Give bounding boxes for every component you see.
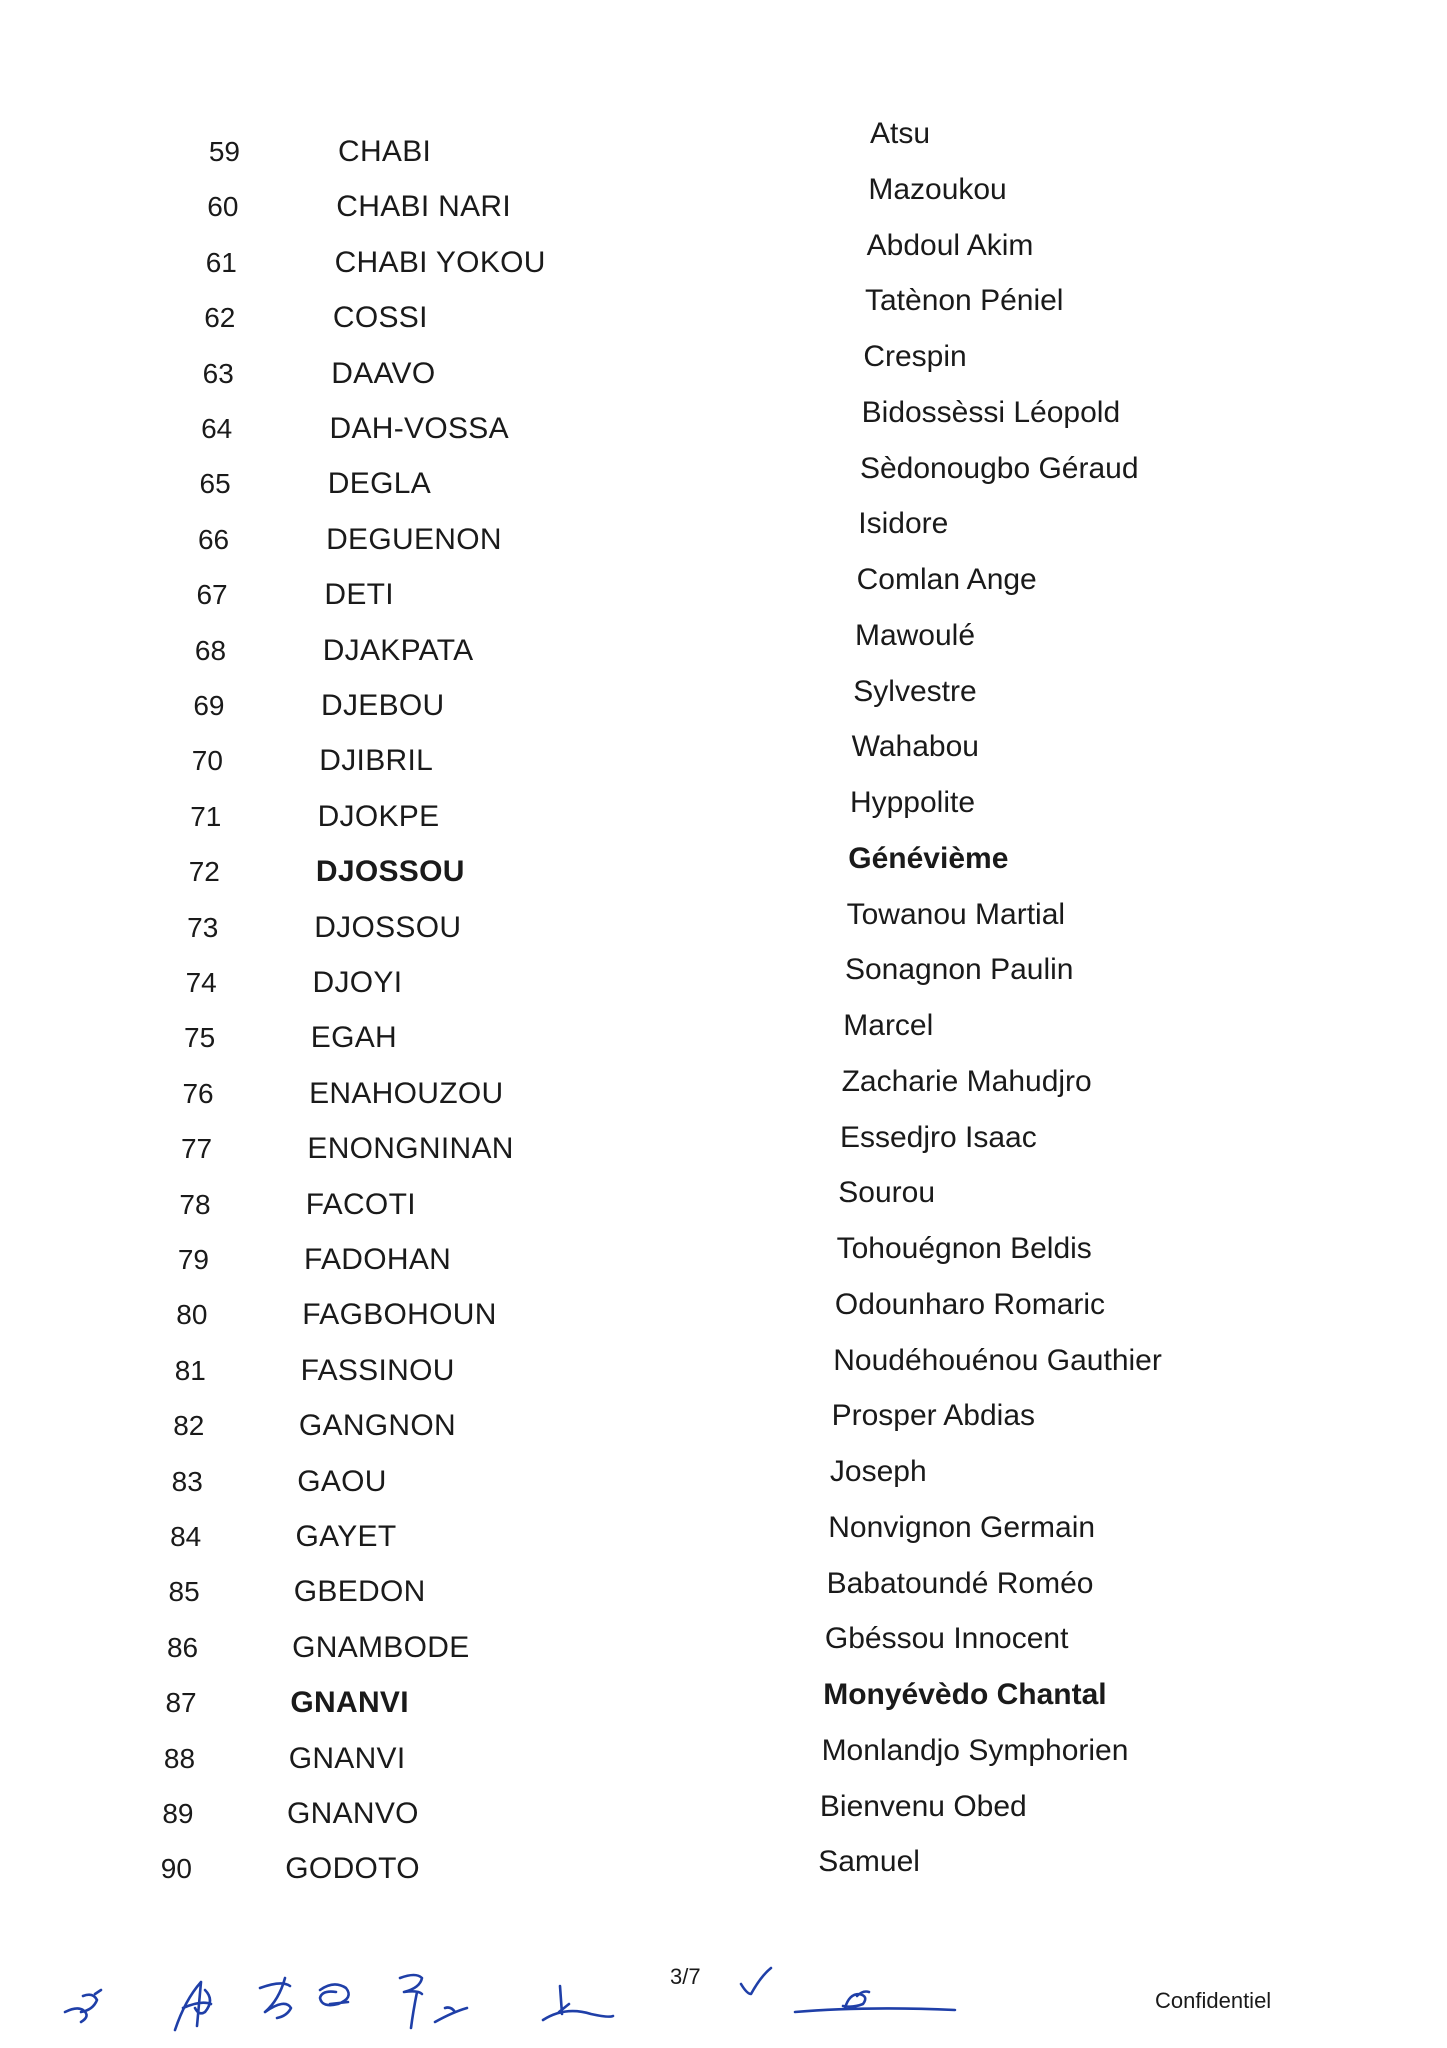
given-names-cell: Mazoukou	[868, 172, 1007, 206]
given-names-cell: Gbéssou Innocent	[824, 1622, 1069, 1656]
table-row	[0, 228, 1447, 283]
given-names-cell: Zacharie Mahudjro	[841, 1064, 1092, 1098]
row-number: 67	[196, 579, 228, 611]
row-number: 64	[201, 413, 233, 444]
row-number: 76	[182, 1077, 214, 1109]
surname-cell: GANGNON	[298, 1409, 457, 1443]
surname-cell: DJIBRIL	[319, 744, 434, 778]
given-names-cell: Comlan Ange	[856, 563, 1037, 596]
surname-cell: GAYET	[295, 1520, 397, 1553]
table-row	[0, 451, 1447, 504]
row-number: 84	[170, 1521, 202, 1552]
table-row	[0, 1622, 1447, 1668]
row-number: 79	[177, 1244, 209, 1275]
surname-cell: DAAVO	[331, 356, 436, 390]
given-names-cell: Bidossèssi Léopold	[861, 395, 1121, 429]
row-number: 73	[187, 911, 219, 943]
row-number: 75	[184, 1022, 216, 1054]
surname-cell: ENONGNINAN	[307, 1132, 514, 1166]
table-row	[0, 953, 1447, 1003]
surname-cell: GBEDON	[293, 1575, 426, 1609]
given-names-cell: Essedjro Isaac	[839, 1120, 1037, 1154]
table-row	[0, 1455, 1447, 1502]
row-number: 70	[191, 745, 223, 777]
row-number: 86	[166, 1631, 199, 1663]
row-number: 61	[205, 246, 237, 278]
surname-cell: DAH-VOSSA	[329, 412, 509, 445]
row-number: 78	[179, 1188, 211, 1220]
row-number: 89	[162, 1798, 194, 1829]
given-names-cell: Monlandjo Symphorien	[821, 1733, 1129, 1767]
row-number: 87	[165, 1687, 197, 1719]
row-number: 74	[185, 967, 217, 998]
table-row	[0, 1287, 1447, 1335]
page-number: 3/7	[670, 1964, 701, 1989]
row-number: 62	[204, 302, 236, 334]
given-names-cell: Bienvenu Obed	[819, 1789, 1027, 1823]
given-names-cell: Nonvignon Germain	[828, 1510, 1096, 1544]
surname-cell: GAOU	[297, 1464, 387, 1498]
page-footer	[0, 1920, 1447, 2048]
table-row	[0, 1120, 1447, 1169]
given-names-cell: Génévième	[848, 841, 1009, 875]
table-row	[0, 674, 1447, 726]
row-number: 83	[171, 1465, 203, 1497]
row-number: 66	[197, 523, 230, 555]
row-number: 65	[199, 468, 231, 500]
surname-cell: DEGLA	[327, 467, 432, 501]
surname-cell: FADOHAN	[304, 1243, 452, 1276]
surname-cell: DJEBOU	[321, 689, 445, 722]
confidential-label: Confidentiel	[1155, 1988, 1272, 2013]
given-names-cell: Mawoulé	[854, 618, 976, 652]
surname-cell: FASSINOU	[300, 1353, 455, 1387]
given-names-cell: Odounharo Romaric	[834, 1287, 1106, 1321]
surname-cell: DJOSSOU	[314, 910, 462, 944]
table-row	[0, 507, 1447, 560]
surname-cell: GNANVI	[288, 1741, 406, 1775]
given-names-cell: Noudéhouénou Gauthier	[833, 1343, 1162, 1377]
table-row	[0, 730, 1447, 781]
table-row	[0, 1064, 1447, 1114]
given-names-cell: Crespin	[863, 340, 967, 373]
table-row	[0, 786, 1447, 837]
table-row	[0, 117, 1447, 172]
row-number: 80	[176, 1299, 208, 1331]
given-names-cell: Monyévèdo Chantal	[823, 1678, 1107, 1711]
given-names-cell: Marcel	[843, 1009, 934, 1042]
table-row	[0, 284, 1447, 338]
signature-initials-group	[55, 1920, 635, 2040]
given-names-cell: Isidore	[858, 507, 949, 541]
given-names-cell: Sonagnon Paulin	[844, 953, 1074, 987]
surname-cell: COSSI	[332, 301, 428, 335]
table-row	[0, 1232, 1447, 1280]
given-names-cell: Samuel	[818, 1845, 920, 1879]
row-number: 85	[168, 1576, 200, 1608]
table-row	[0, 340, 1447, 394]
surname-cell: CHABI YOKOU	[334, 245, 546, 279]
initial-mark-1	[65, 1990, 101, 2022]
surname-cell: GNAMBODE	[292, 1630, 470, 1664]
given-names-cell: Atsu	[870, 117, 931, 150]
surname-cell: ENAHOUZOU	[309, 1076, 504, 1110]
surname-cell: DETI	[324, 578, 394, 612]
surname-cell: CHABI	[338, 135, 432, 168]
surname-cell: DJAKPATA	[322, 633, 474, 667]
surname-cell: FAGBOHOUN	[302, 1298, 497, 1332]
given-names-cell: Sourou	[838, 1176, 936, 1210]
table-row	[0, 1733, 1447, 1779]
table-row	[0, 1399, 1447, 1446]
table-row	[0, 1789, 1447, 1834]
surname-cell: DEGUENON	[326, 522, 502, 556]
initial-mark-5	[400, 1975, 422, 2028]
table-row	[0, 1845, 1447, 1889]
given-names-cell: Abdoul Akim	[866, 228, 1034, 262]
row-number: 69	[193, 690, 225, 721]
initial-mark-7	[543, 1986, 613, 2020]
row-number: 59	[208, 136, 240, 167]
given-names-cell: Sylvestre	[853, 674, 977, 708]
given-names-cell: Babatoundé Roméo	[826, 1566, 1094, 1600]
table-row	[0, 1678, 1447, 1723]
given-names-cell: Hyppolite	[849, 786, 976, 819]
row-number: 90	[160, 1853, 192, 1885]
surname-cell: FACOTI	[305, 1187, 416, 1221]
row-number: 81	[174, 1354, 206, 1386]
row-number: 88	[163, 1742, 196, 1774]
table-row	[0, 1343, 1447, 1391]
row-number: 71	[190, 800, 222, 832]
table-row	[0, 897, 1447, 948]
given-names-cell: Towanou Martial	[846, 897, 1066, 931]
table-row	[0, 395, 1447, 449]
row-number: 60	[207, 191, 239, 223]
initial-mark-4	[320, 1984, 349, 2005]
row-number: 77	[180, 1133, 213, 1165]
surname-cell: GODOTO	[285, 1852, 420, 1886]
surname-cell: DJOYI	[312, 966, 403, 999]
given-names-cell: Prosper Abdias	[831, 1399, 1036, 1433]
surname-cell: GNANVI	[290, 1686, 409, 1720]
row-number: 68	[194, 634, 227, 666]
row-number: 82	[173, 1410, 205, 1442]
table-row	[0, 1566, 1447, 1612]
row-number: 72	[188, 856, 220, 888]
given-names-cell: Sèdonougbo Géraud	[859, 451, 1139, 485]
surname-cell: DJOSSOU	[315, 855, 465, 889]
signature-line-mark	[735, 1950, 975, 2020]
table-row	[0, 841, 1447, 892]
given-names-cell: Tohouégnon Beldis	[836, 1232, 1092, 1265]
table-row	[0, 1009, 1447, 1058]
surname-cell: GNANVO	[287, 1797, 419, 1830]
surname-cell: EGAH	[310, 1021, 398, 1055]
table-row	[0, 563, 1447, 615]
table-row	[0, 172, 1447, 227]
surname-cell: DJOKPE	[317, 799, 440, 833]
row-number: 63	[202, 357, 234, 389]
given-names-cell: Wahabou	[851, 730, 979, 764]
initial-mark-2	[175, 1982, 211, 2030]
given-names-cell: Tatènon Péniel	[864, 284, 1064, 318]
initial-mark-6	[435, 2008, 467, 2023]
table-row	[0, 618, 1447, 671]
table-row	[0, 1176, 1447, 1225]
given-names-cell: Joseph	[829, 1455, 927, 1488]
initial-mark-3	[260, 1978, 291, 2018]
table-row	[0, 1510, 1447, 1557]
surname-cell: CHABI NARI	[336, 190, 511, 224]
